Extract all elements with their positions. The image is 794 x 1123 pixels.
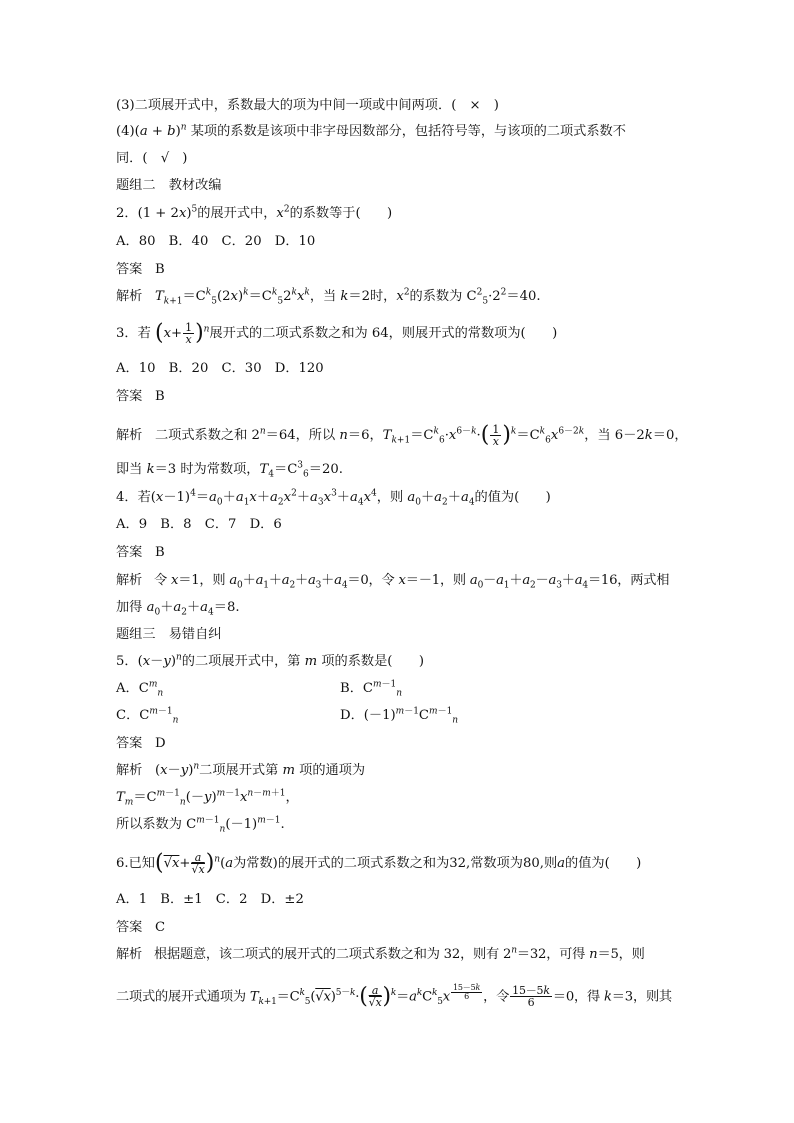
question-2-options: A．80 B．40 C．20 D．10: [116, 234, 316, 249]
question-2-analysis: 解析 $T_{k+1}=C^k_5(2x)^k=C^k_52^kx^k$，当 k＝2时，$x^2$的系数为 $C^2_5\cdot 2^2=40$.: [116, 287, 541, 307]
question-5-options-row1: A．$C^m_n$ B．$C^{m-1}_n$: [116, 679, 403, 699]
statement-4-line2: 同．( √ ): [116, 151, 188, 166]
question-6-analysis-line2: 二项式的展开式通项为 $T_{k+1}=C^k_5(√x)^{5-k}\cdot$( $\frac{a}{√x}$ )$^k=a^kC^k_5x$ $^{\frac{15-5k}{6}}$ ，令 $\frac{15-5k}{6}$ ＝0，得 k＝3，则其: [116, 983, 672, 1010]
question-3-analysis: 解析 二项式系数之和 $2^n=64$，所以 n＝6，$T_{k+1}=C^k_6\cdot x^{6-k}\cdot$( $\frac{1}{x}$ )$^k=C^k_6x^{6-2k}$，当 6－2k＝0，: [116, 422, 688, 448]
question-4-options: A．9 B．8 C．7 D．6: [116, 517, 282, 532]
question-5-analysis: 解析 $(x-y)^n$二项展开式第 m 项的通项为: [116, 761, 366, 778]
question-5-analysis-line3: 所以系数为 $C^{m-1}_n(-1)^{m-1}$.: [116, 815, 285, 835]
question-6-options: A．1 B．±1 C．2 D．±2: [116, 892, 304, 907]
question-5: 5．$(x-y)^n$的二项展开式中，第 m 项的系数是( ): [116, 652, 424, 669]
question-5-analysis-line2: $T_m=C^{m-1}_n(-y)^{m-1}x^{n-m+1}$，: [116, 788, 299, 808]
question-6-analysis: 解析 根据题意，该二项式的展开式的二项式系数之和为 32，则有 $2^n=32$，可得 n＝5，则: [116, 945, 645, 962]
question-6-answer: 答案 C: [116, 920, 166, 935]
question-3-analysis-line2: 即当 k＝3 时为常数项，$T_4=C^3_6=20$.: [116, 460, 343, 480]
question-4-analysis: 解析 令 x＝1，则 $a_0+a_1+a_2+a_3+a_4=0$，令 x＝－1，则 $a_0-a_1+a_2-a_3+a_4=16$，两式相: [116, 573, 670, 591]
question-4: 4．若$(x-1)^4=a_0+a_1x+a_2x^2+a_3x^3+a_4x^4$，则 $a_0+a_2+a_4$的值为( ): [116, 488, 551, 508]
question-3: 3．若 (x+ $\frac{1}{x}$ )$^n$展开式的二项式系数之和为 64，则展开式的常数项为( ): [116, 320, 558, 346]
statement-4-line1: $(4)(a + b)^n$ 某项的系数是该项中非字母因数部分，包括符号等，与该项的二项式系数不: [116, 122, 626, 139]
question-5-answer: 答案 D: [116, 736, 166, 751]
question-6: 6.已知(√x+ $\frac{a}{√x}$ )$^n$(a为常数)的展开式的二项式系数之和为32,常数项为80,则a的值为( ): [116, 850, 642, 876]
question-3-answer: 答案 B: [116, 389, 165, 404]
question-2: 2．$(1 + 2x)^5$的展开式中，$x^2$的系数等于( ): [116, 204, 393, 221]
question-2-answer: 答案 B: [116, 262, 165, 277]
question-4-analysis-line2: 加得 $a_0+a_2+a_4=8$.: [116, 600, 240, 618]
question-5-options-row2: C．$C^{m-1}_n$ D．$(-1)^{m-1}C^{m-1}_n$: [116, 706, 459, 726]
question-4-answer: 答案 B: [116, 545, 165, 560]
section-heading-group3: 题组三 易错自纠: [116, 627, 222, 642]
statement-3: (3)二项展开式中，系数最大的项为中间一项或中间两项．( × ): [116, 98, 499, 113]
section-heading-group2: 题组二 教材改编: [116, 178, 222, 193]
question-3-options: A．10 B．20 C．30 D．120: [116, 361, 324, 376]
